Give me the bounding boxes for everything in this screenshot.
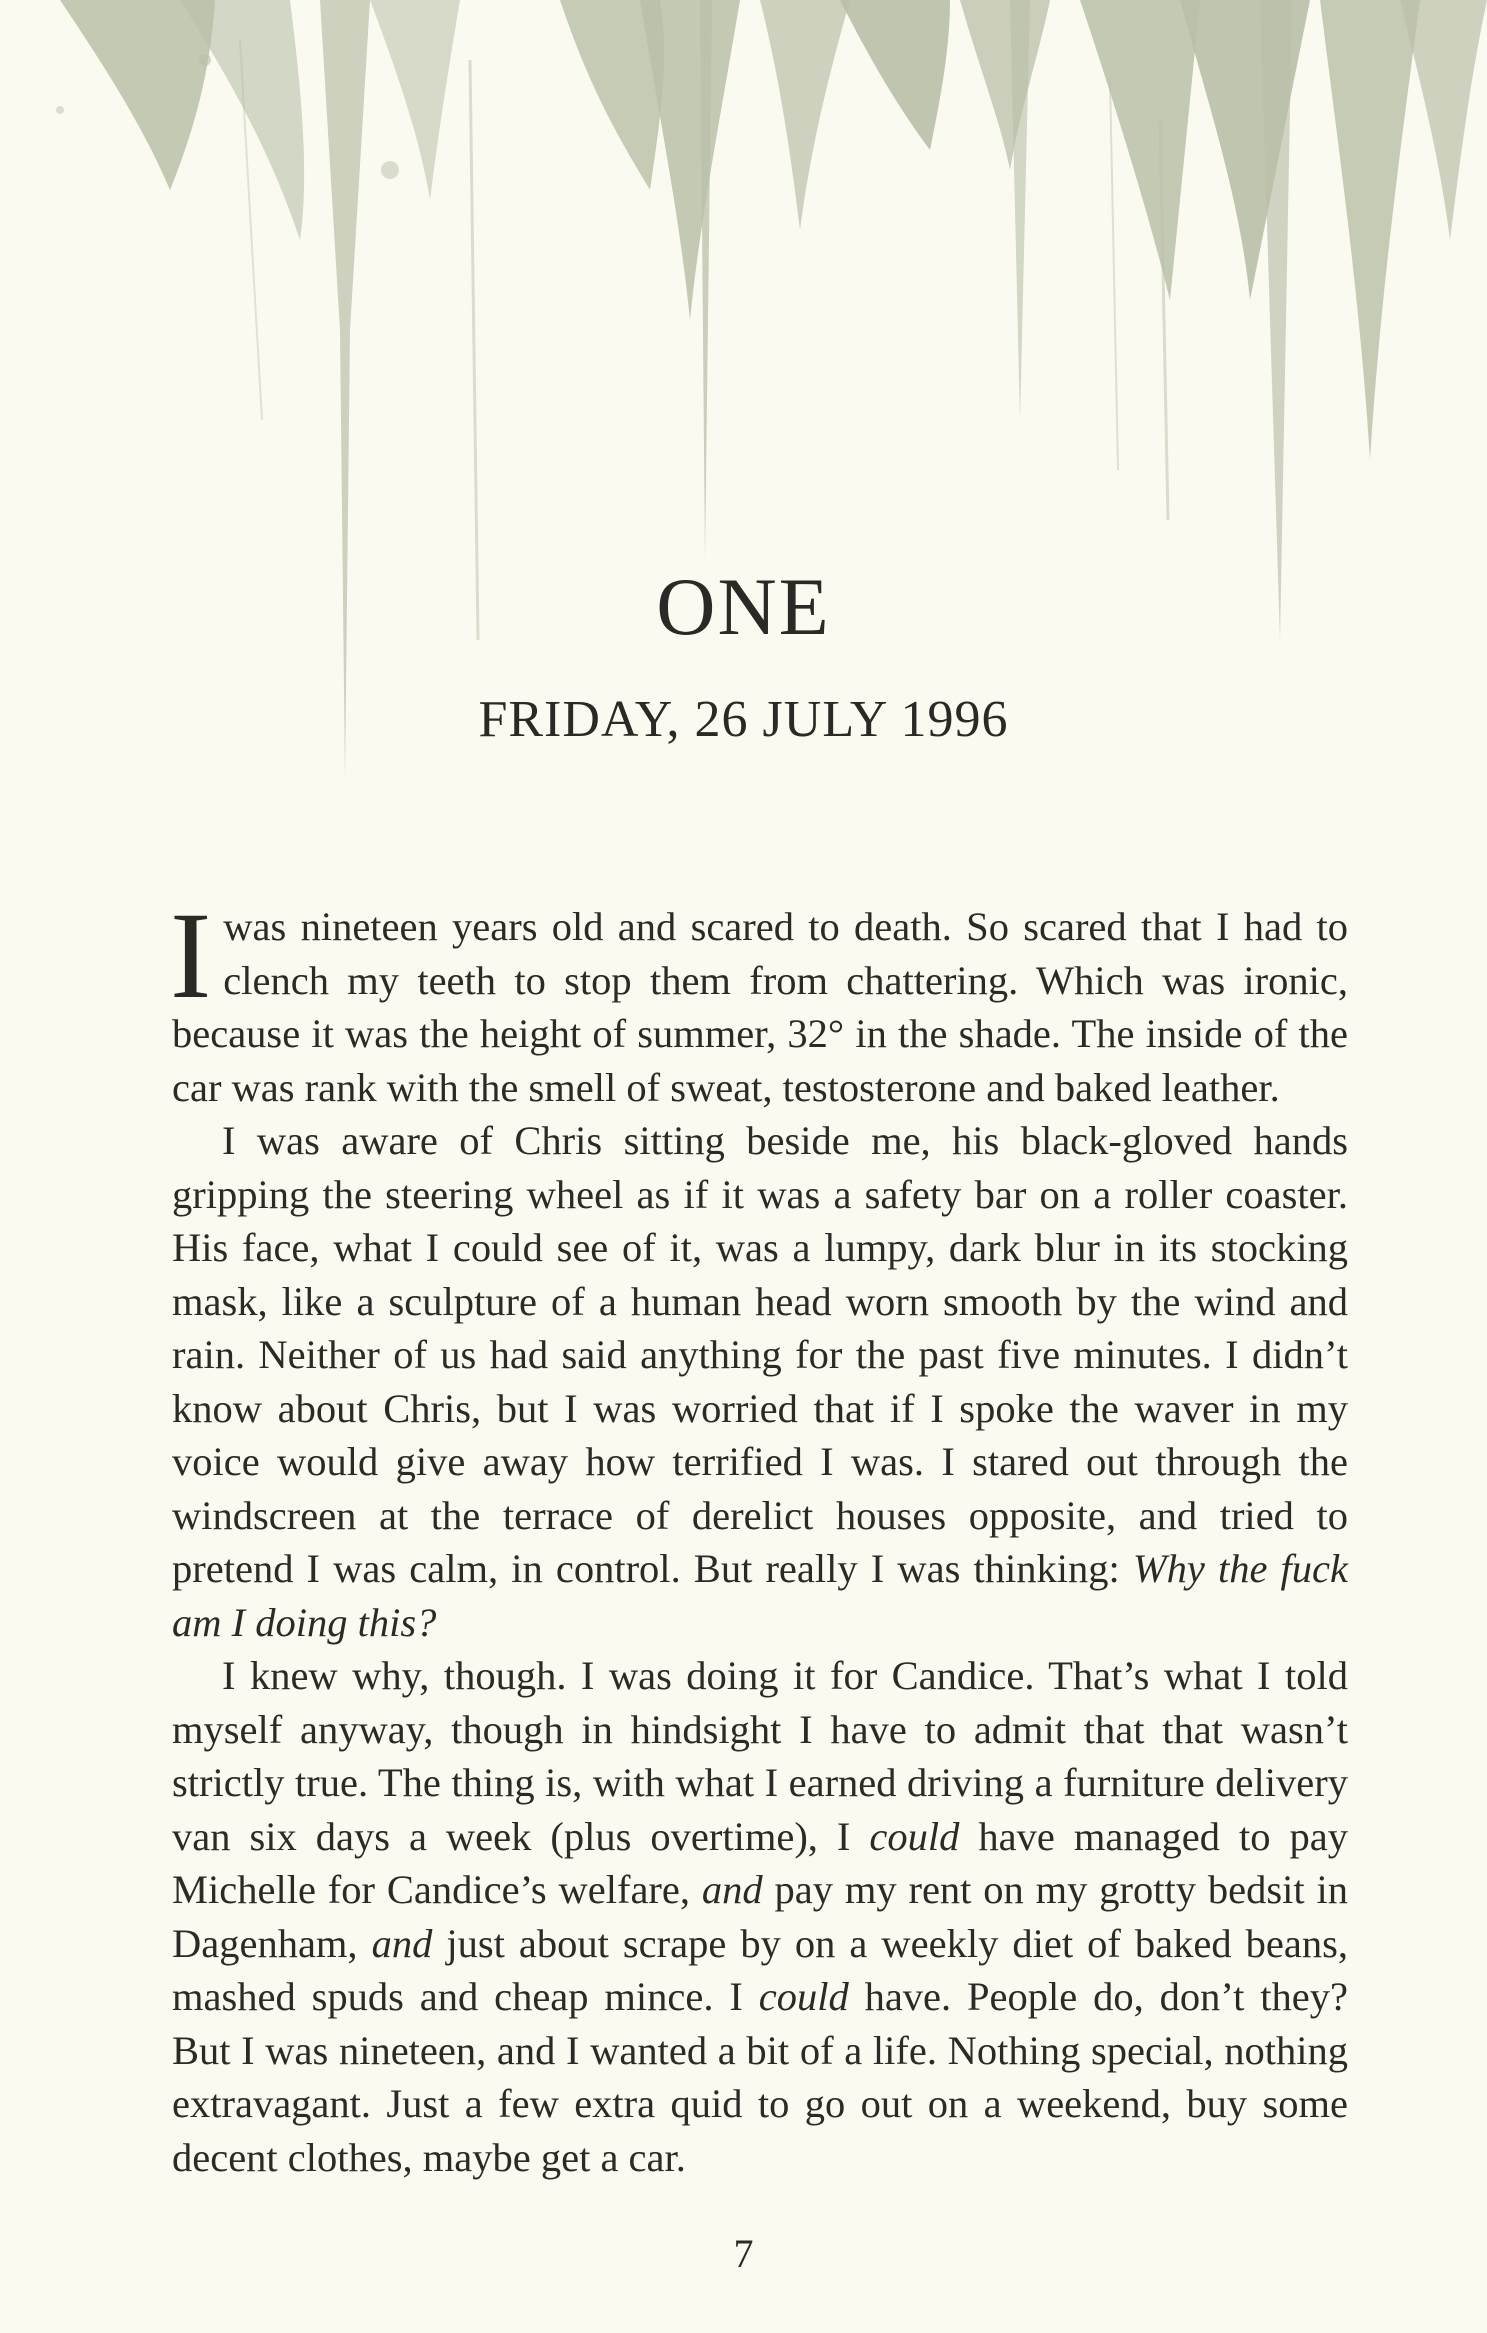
page-number: 7 xyxy=(733,2231,754,2276)
paragraph-1-text: was nineteen years old and scared to death. So scared that I had to clench my teeth to stop them from chattering. Which was ironic, because it was the height of summer, 32° in the shade. The inside of the car was rank with the smell of sweat, testosterone and baked leather. xyxy=(172,904,1348,1110)
paragraph-3-text-1: I knew why, though. I was doing it for Candice. That’s what I told myself anyway, though in hindsight I have to admit that that wasn’t strictly true. The thing is, with what I earned driving a furniture delivery van six days a week (plus overtime), I xyxy=(172,1653,1348,1859)
drop-cap: I xyxy=(170,887,212,1024)
chapter-body xyxy=(170,887,1348,2184)
paragraph-3-italic-3: and xyxy=(371,1920,433,1966)
paragraph-3 xyxy=(172,1649,1348,2184)
chapter-number-title: ONE xyxy=(656,561,831,652)
paragraph-3-text-5: have. People do, don’t they? But I was nineteen, and I wanted a bit of a life. Nothing special, nothing extravagant. Just a few extra quid to go out on a weekend, buy some decent clothes, maybe get a car. xyxy=(172,1974,1348,2180)
paragraph-3-text-3: pay my rent on my grotty bedsit in Dagenham, xyxy=(172,1867,1348,1966)
paragraph-3-italic-2: and xyxy=(701,1867,763,1912)
chapter-date: FRIDAY, 26 JULY 1996 xyxy=(478,691,1009,748)
paragraph-3-text-4: just about scrape by on a weekly diet of baked beans, mashed spuds and cheap mince. I xyxy=(172,1920,1348,2019)
paragraph-1 xyxy=(170,887,1348,1114)
paragraph-3-text-2: have managed to pay Michelle for Candice’s welfare, xyxy=(172,1813,1348,1912)
paragraph-3-italic-1: could xyxy=(869,1813,960,1859)
paragraph-3-italic-4: could xyxy=(758,1974,849,2019)
paragraph-2 xyxy=(172,1114,1348,1649)
paragraph-2-italic: Why the fuck am I doing this? xyxy=(172,1546,1348,1645)
paragraph-2-text: I was aware of Chris sitting beside me, his black-gloved hands gripping the steering wheel as if it was a safety bar on a roller coaster. His face, what I could see of it, was a lumpy, dark blur in its stocking mask, like a sculpture of a human head worn smooth by the wind and rain. Neither of us had said anything for the past five minutes. I didn’t know about Chris, but I was worried that if I spoke the waver in my voice would give away how terrified I was. I stared out through the windscreen at the terrace of derelict houses opposite, and tried to pretend I was calm, in control. But really I was thinking: xyxy=(172,1118,1348,1591)
dripping-ink-illustration xyxy=(0,0,1487,800)
